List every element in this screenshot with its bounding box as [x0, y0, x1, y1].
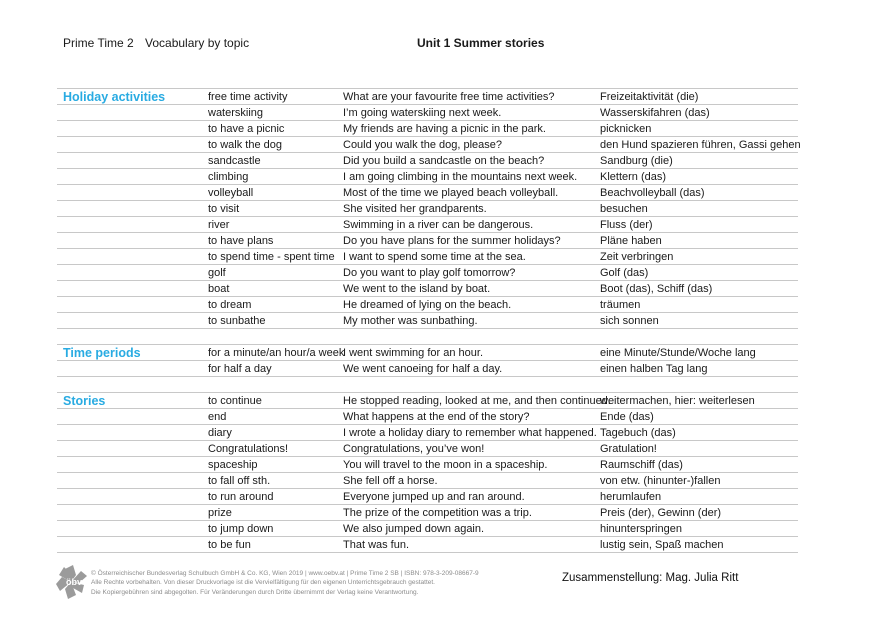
vocab-row [57, 393, 798, 409]
term-cell: golf [208, 266, 226, 279]
german-cell: Gratulation! [600, 442, 657, 455]
german-cell: herumlaufen [600, 490, 662, 503]
term-cell: to have a picnic [208, 122, 285, 135]
vocab-row [57, 89, 798, 105]
vocab-row [57, 169, 798, 185]
german-cell: Preis (der), Gewinn (der) [600, 506, 722, 519]
sentence-cell: Everyone jumped up and ran around. [343, 490, 525, 503]
german-cell: Tagebuch (das) [600, 426, 676, 439]
german-cell: Sandburg (die) [600, 154, 673, 167]
sentence-cell: Could you walk the dog, please? [343, 138, 502, 151]
german-cell: weitermachen, hier: weiterlesen [600, 394, 755, 407]
term-cell: diary [208, 426, 232, 439]
vocab-row [57, 137, 801, 153]
vocab-table [57, 88, 801, 553]
term-cell: to run around [208, 490, 274, 503]
vocab-row [57, 217, 798, 233]
vocab-row [57, 537, 798, 553]
term-cell: river [208, 218, 230, 231]
german-cell: Klettern (das) [600, 170, 667, 183]
sentence-cell: You will travel to the moon in a spaceship. [343, 458, 548, 471]
german-cell: eine Minute/Stunde/Woche lang [600, 346, 756, 359]
vocab-row [57, 521, 798, 537]
term-cell: prize [208, 506, 232, 519]
term-cell: to be fun [208, 538, 251, 551]
term-cell: for half a day [208, 362, 272, 375]
german-cell: Fluss (der) [600, 218, 653, 231]
german-cell: Pläne haben [600, 234, 662, 247]
german-cell: sich sonnen [600, 314, 659, 327]
german-cell: Freizeitaktivität (die) [600, 90, 699, 103]
vocab-row [57, 313, 798, 329]
header-subtitle: Vocabulary by topic [145, 36, 250, 50]
term-cell: waterskiing [208, 106, 264, 119]
sentence-cell: Swimming in a river can be dangerous. [343, 218, 534, 231]
section-time-periods [57, 344, 798, 377]
german-cell: den Hund spazieren führen, Gassi gehen [600, 138, 801, 151]
term-cell: for a minute/an hour/a week [208, 346, 345, 359]
sentence-cell: Do you have plans for the summer holidays? [343, 234, 561, 247]
vocab-row [57, 201, 798, 217]
term-cell: climbing [208, 170, 249, 183]
vocab-row [57, 105, 798, 121]
term-cell: spaceship [208, 458, 258, 471]
vocab-row [57, 265, 798, 281]
vocab-row [57, 121, 798, 137]
sentence-cell: I want to spend some time at the sea. [343, 250, 526, 263]
section-stories [57, 392, 798, 553]
german-cell: picknicken [600, 122, 652, 135]
oebv-logo-icon [56, 563, 90, 601]
footer-imprint-line2: Alle Rechte vorbehalten. Von dieser Druckvorlage ist die Vervielfältigung für den eigenen Unterrichtsgebrauch gestattet. [91, 579, 435, 587]
sentence-cell: Most of the time we played beach volleyball. [343, 186, 559, 199]
vocab-row [57, 153, 798, 169]
section-label: Holiday activities [63, 89, 166, 104]
term-cell: to visit [208, 202, 240, 215]
vocab-row [57, 345, 798, 361]
sentence-cell: The prize of the competition was a trip. [343, 506, 532, 519]
german-cell: hinunterspringen [600, 522, 682, 535]
german-cell: Beachvolleyball (das) [600, 186, 705, 199]
term-cell: end [208, 410, 227, 423]
german-cell: lustig sein, Spaß machen [600, 538, 724, 551]
term-cell: to fall off sth. [208, 474, 271, 487]
vocab-row [57, 297, 798, 313]
term-cell: to sunbathe [208, 314, 266, 327]
term-cell: to continue [208, 394, 262, 407]
footer-imprint [91, 569, 479, 597]
term-cell: to jump down [208, 522, 274, 535]
section-holiday-activities [57, 88, 801, 329]
sentence-cell: I’m going waterskiing next week. [343, 106, 502, 119]
german-cell: Boot (das), Schiff (das) [600, 282, 713, 295]
sentence-cell: She visited her grandparents. [343, 202, 487, 215]
vocab-row [57, 457, 798, 473]
sentence-cell: Did you build a sandcastle on the beach? [343, 154, 545, 167]
header-brand: Prime Time 2 [63, 36, 134, 50]
term-cell: Congratulations! [208, 442, 289, 455]
vocab-row [57, 505, 798, 521]
vocab-row [57, 233, 798, 249]
sentence-cell: We went to the island by boat. [343, 282, 491, 295]
german-cell: Raumschiff (das) [600, 458, 683, 471]
german-cell: Wasserskifahren (das) [600, 106, 710, 119]
term-cell: volleyball [208, 186, 254, 199]
sentence-cell: I went swimming for an hour. [343, 346, 484, 359]
sentence-cell: She fell off a horse. [343, 474, 438, 487]
vocab-row [57, 249, 798, 265]
vocab-row [57, 473, 798, 489]
sentence-cell: What are your favourite free time activities? [343, 90, 555, 103]
term-cell: boat [208, 282, 230, 295]
term-cell: to dream [208, 298, 252, 311]
sentence-cell: What happens at the end of the story? [343, 410, 530, 423]
german-cell: einen halben Tag lang [600, 362, 708, 375]
vocab-row [57, 185, 798, 201]
german-cell: besuchen [600, 202, 648, 215]
section-label: Time periods [63, 345, 141, 360]
oebv-logo-text: öbv [66, 577, 83, 587]
german-cell: Ende (das) [600, 410, 654, 423]
sentence-cell: I am going climbing in the mountains next week. [343, 170, 578, 183]
vocab-row [57, 489, 798, 505]
vocab-row [57, 361, 798, 377]
vocab-row [57, 409, 798, 425]
page-title: Unit 1 Summer stories [417, 36, 545, 50]
sentence-cell: He stopped reading, looked at me, and then continued. [343, 394, 611, 407]
section-label: Stories [63, 393, 106, 408]
term-cell: to spend time - spent time [208, 250, 335, 263]
term-cell: sandcastle [208, 154, 261, 167]
footer-imprint-line3: Die Kopiergebühren sind abgegolten. Für Veränderungen durch Dritte übernimmt der Verlag keine Verantwortung. [91, 588, 419, 596]
sentence-cell: My friends are having a picnic in the park. [343, 122, 546, 135]
sentence-cell: I wrote a holiday diary to remember what happened. [343, 426, 597, 439]
footer-credit: Zusammenstellung: Mag. Julia Ritt [562, 572, 739, 584]
sentence-cell: That was fun. [343, 538, 410, 551]
german-cell: träumen [600, 298, 641, 311]
sentence-cell: My mother was sunbathing. [343, 314, 478, 327]
term-cell: to have plans [208, 234, 274, 247]
sentence-cell: We went canoeing for half a day. [343, 362, 503, 375]
vocab-row [57, 281, 798, 297]
term-cell: to walk the dog [208, 138, 282, 151]
sentence-cell: He dreamed of lying on the beach. [343, 298, 512, 311]
vocab-row [57, 425, 798, 441]
term-cell: free time activity [208, 90, 288, 103]
sentence-cell: Congratulations, you’ve won! [343, 442, 485, 455]
footer-imprint-line1: © Österreichischer Bundesverlag Schulbuch GmbH & Co. KG, Wien 2019 | www.oebv.at | Prime Time 2 SB | ISBN: 978-3-209-08667-9 [91, 570, 479, 577]
german-cell: Golf (das) [600, 266, 649, 279]
german-cell: Zeit verbringen [600, 250, 674, 263]
vocab-row [57, 441, 798, 457]
sentence-cell: Do you want to play golf tomorrow? [343, 266, 516, 279]
german-cell: von etw. (hinunter-)fallen [600, 474, 721, 487]
sentence-cell: We also jumped down again. [343, 522, 485, 535]
